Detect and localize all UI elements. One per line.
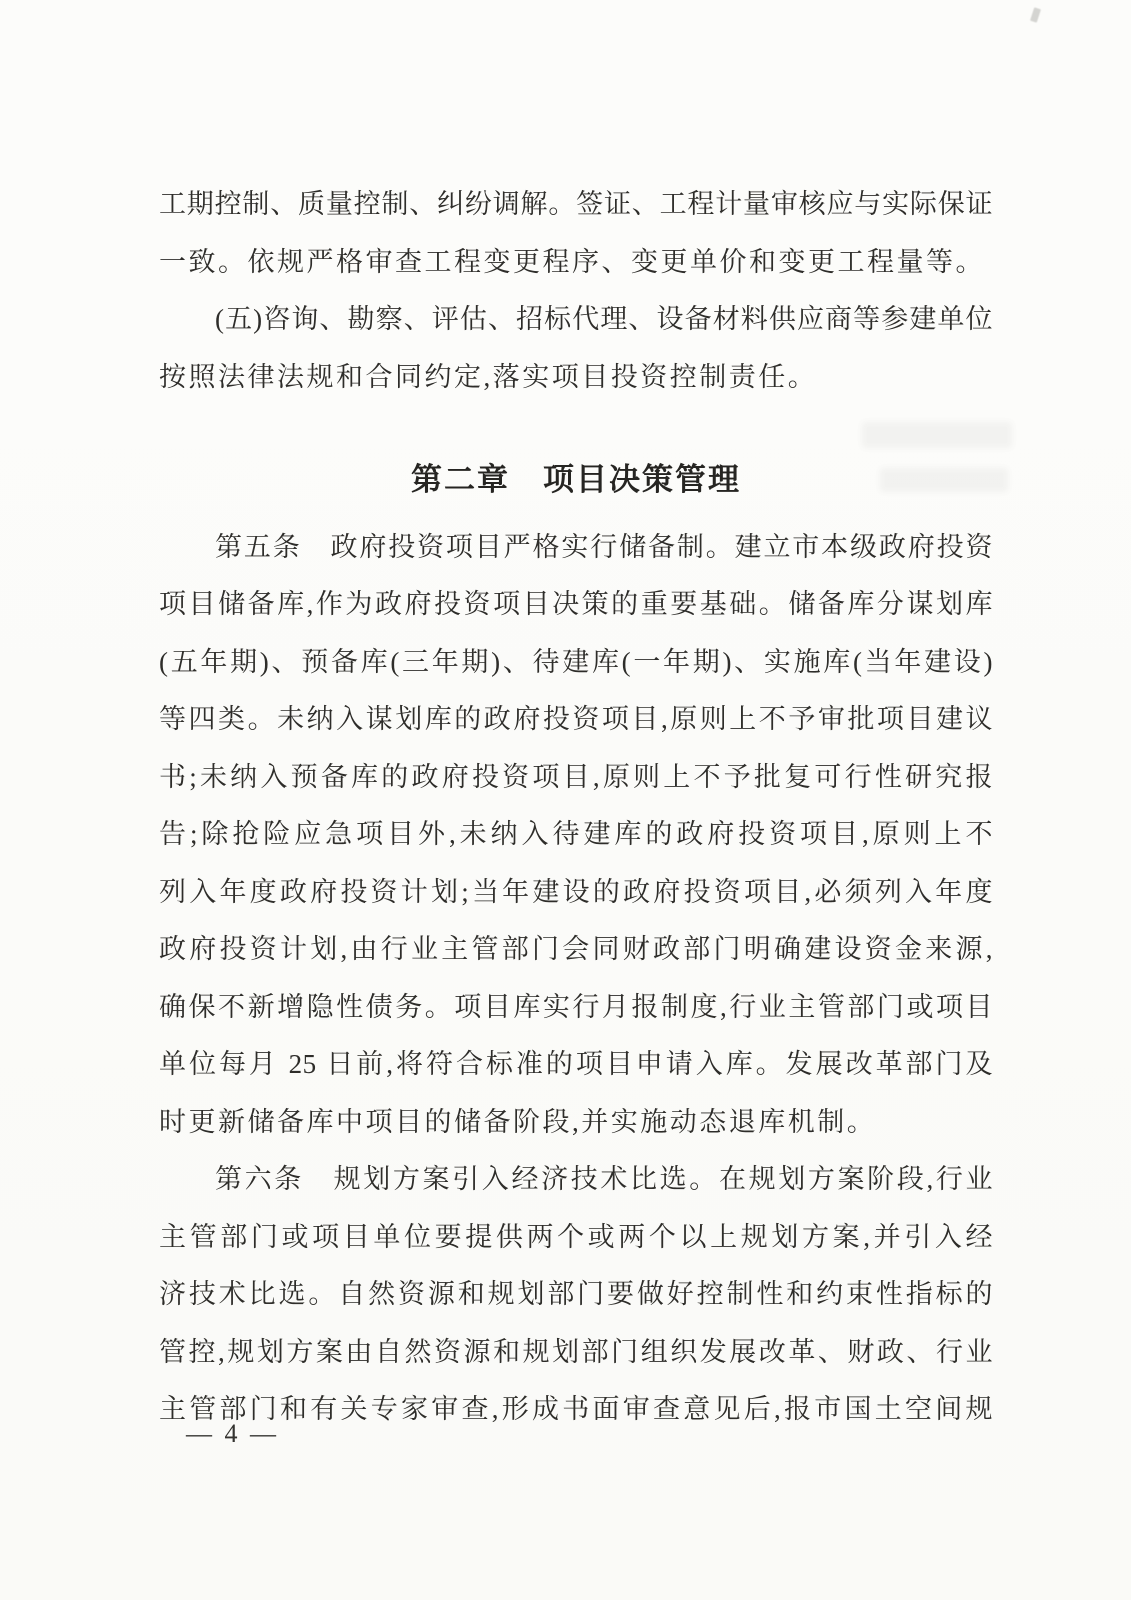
document-body — [159, 176, 993, 1439]
document-line: 项目储备库,作为政府投资项目决策的重要基础。储备库分谋划库 — [159, 589, 993, 619]
scan-speck — [1030, 7, 1041, 22]
document-line: 政府投资计划,由行业主管部门会同财政部门明确建设资金来源, — [159, 934, 993, 964]
document-line: 主管部门和有关专家审查,形成书面审查意见后,报市国土空间规 — [159, 1394, 993, 1424]
document-line: 管控,规划方案由自然资源和规划部门组织发展改革、财政、行业 — [159, 1336, 993, 1367]
document-line: 工期控制、质量控制、纠纷调解。签证、工程计量审核应与实际保证 — [159, 189, 993, 219]
document-line: 单位每月 25 日前,将符合标准的项目申请入库。发展改革部门及 — [159, 1049, 993, 1079]
document-line: 一致。依规严格审查工程变更程序、变更单价和变更工程量等。 — [159, 246, 985, 277]
document-line: 书;未纳入预备库的政府投资项目,原则上不予批复可行性研究报 — [159, 761, 993, 792]
page-number: — 4 — — [186, 1419, 279, 1448]
document-line: 按照法律法规和合同约定,落实项目投资控制责任。 — [159, 361, 818, 392]
chapter-heading: 第二章 项目决策管理 — [411, 462, 741, 497]
document-line: 列入年度政府投资计划;当年建设的政府投资项目,必须列入年度 — [159, 876, 993, 907]
document-line: 济技术比选。自然资源和规划部门要做好控制性和约束性指标的 — [159, 1279, 993, 1309]
document-line: 第五条 政府投资项目严格实行储备制。建立市本级政府投资 — [215, 531, 993, 562]
document-line: 第六条 规划方案引入经济技术比选。在规划方案阶段,行业 — [215, 1164, 993, 1194]
document-line: 确保不新增隐性债务。项目库实行月报制度,行业主管部门或项目 — [159, 991, 993, 1022]
document-line: 告;除抢险应急项目外,未纳入待建库的政府投资项目,原则上不 — [159, 819, 993, 849]
document-line: (五年期)、预备库(三年期)、待建库(一年期)、实施库(当年建设) — [159, 646, 993, 677]
document-line: 时更新储备库中项目的储备阶段,并实施动态退库机制。 — [159, 1106, 877, 1137]
document-line: 等四类。未纳入谋划库的政府投资项目,原则上不予审批项目建议 — [159, 704, 993, 734]
document-line: 主管部门或项目单位要提供两个或两个以上规划方案,并引入经 — [159, 1221, 993, 1252]
document-line: (五)咨询、勘察、评估、招标代理、设备材料供应商等参建单位 — [215, 304, 993, 334]
